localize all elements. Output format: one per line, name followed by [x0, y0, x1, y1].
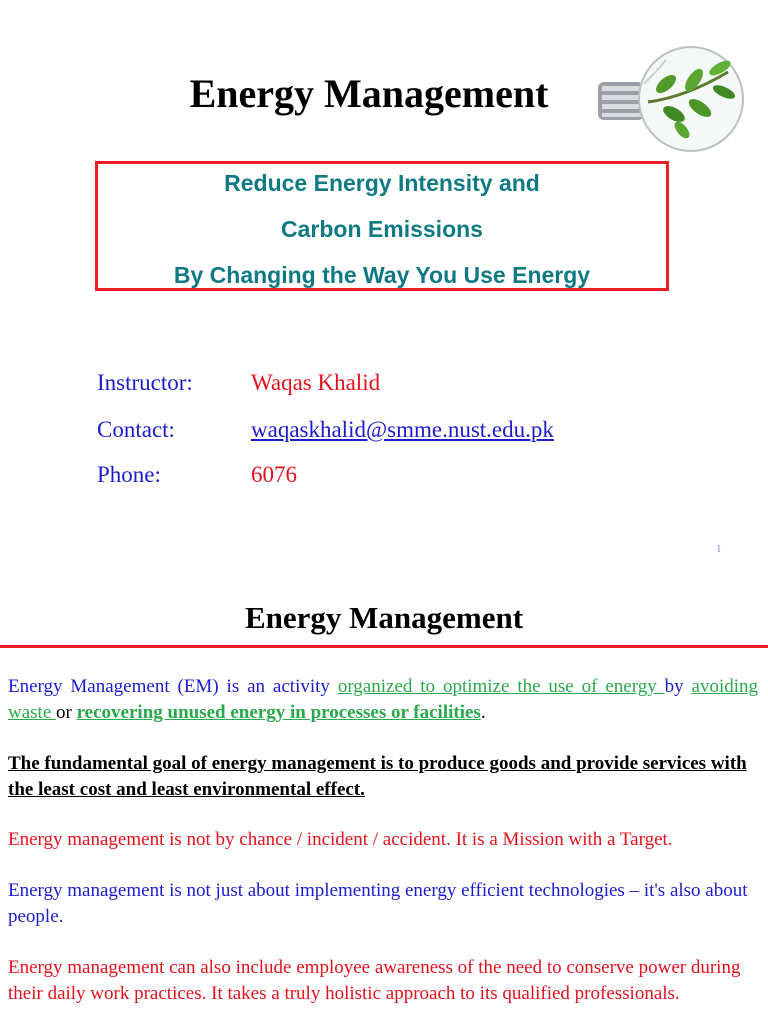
awareness-paragraph: Energy management can also include employee awareness of the need to conserve power during their daily work practices. It takes a truly holistic approach to its qualified professionals.: [8, 957, 741, 1004]
lightbulb-with-leaves-icon: [596, 42, 746, 160]
tagline-line-1: Reduce Energy Intensity and: [224, 170, 540, 196]
people-paragraph: Energy management is not just about implementing energy efficient technologies – it's also about people.: [8, 880, 748, 927]
contact-email-link[interactable]: waqaskhalid@smme.nust.edu.pk: [251, 417, 554, 442]
avoiding-waste-link[interactable]: avoiding waste: [8, 676, 759, 723]
phone-number: 6076: [251, 462, 297, 487]
title-divider: [0, 645, 768, 648]
definition-by: by: [664, 676, 692, 697]
contact-label: Contact:: [97, 417, 175, 442]
goal-paragraph: The fundamental goal of energy management is to produce goods and provide services with the least cost and least environmental effect.: [8, 753, 747, 800]
mission-paragraph: Energy management is not by chance / incident / accident. It is a Mission with a Target.: [8, 829, 673, 850]
definition-or: or: [56, 702, 77, 723]
tagline-box: [95, 161, 669, 291]
definition-period: .: [480, 702, 486, 723]
instructor-name: Waqas Khalid: [251, 370, 381, 395]
tagline-line-2: Carbon Emissions: [281, 216, 483, 242]
definition-intro: Energy Management (EM) is an activity: [8, 676, 338, 697]
tagline-line-3: By Changing the Way You Use Energy: [173, 262, 591, 288]
recovering-energy-link[interactable]: recovering unused energy in processes or facilities: [76, 702, 481, 723]
definition-paragraph: [8, 674, 758, 726]
instructor-label: Instructor:: [97, 370, 193, 395]
phone-label: Phone:: [97, 462, 161, 487]
slide2-title: Energy Management: [244, 600, 524, 635]
optimize-energy-link[interactable]: organized to optimize the use of energy: [337, 676, 665, 697]
page-number: 1: [716, 543, 722, 555]
slide1-title: Energy Management: [189, 71, 549, 116]
